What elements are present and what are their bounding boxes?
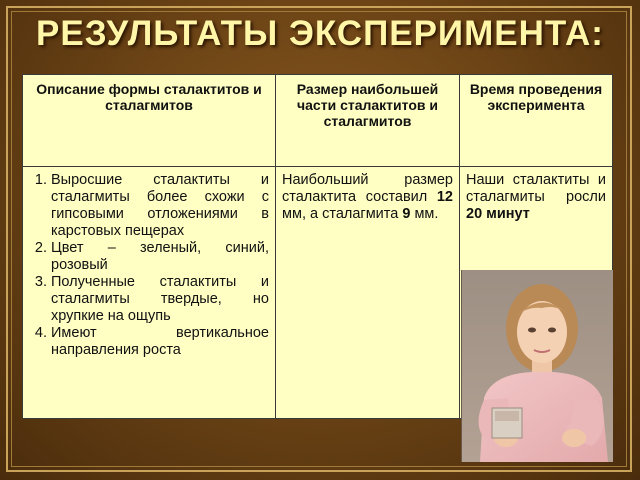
size-text-before: Наибольший размер сталактита составил (282, 172, 453, 205)
list-item: 3. Полученные сталактиты и сталагмиты твердые, но хрупкие на ощупь (51, 274, 269, 325)
header-description: Описание формы сталактитов и сталагмитов (23, 75, 276, 167)
stalagmite-size-value: 9 (402, 206, 411, 222)
size-text-middle: мм, а сталагмита (282, 206, 403, 222)
size-cell (276, 167, 460, 419)
list-item: 2. Цвет – зеленый, синий, розовый (51, 240, 269, 274)
description-cell (23, 167, 276, 419)
list-item: 1. Выросшие сталактиты и сталагмиты более схожи с гипсовыми отложениями в карстовых пещерах (51, 172, 269, 240)
girl-photo-illustration (462, 270, 613, 462)
slide-title: РЕЗУЛЬТАТЫ ЭКСПЕРИМЕНТА: (36, 14, 604, 53)
time-text-before: Наши сталактиты и сталагмиты росли (466, 172, 606, 205)
duration-value: 20 минут (466, 206, 530, 222)
list-item: 4. Имеют вертикальное направления роста (51, 325, 269, 359)
stalactite-size-value: 12 (436, 189, 453, 205)
table-header-row (23, 75, 613, 167)
girl-photo (461, 270, 613, 462)
description-list (29, 172, 269, 359)
size-text-after: мм. (410, 206, 439, 222)
header-time: Время проведения эксперимента (460, 75, 613, 167)
header-size: Размер наибольшей части сталактитов и сталагмитов (276, 75, 460, 167)
